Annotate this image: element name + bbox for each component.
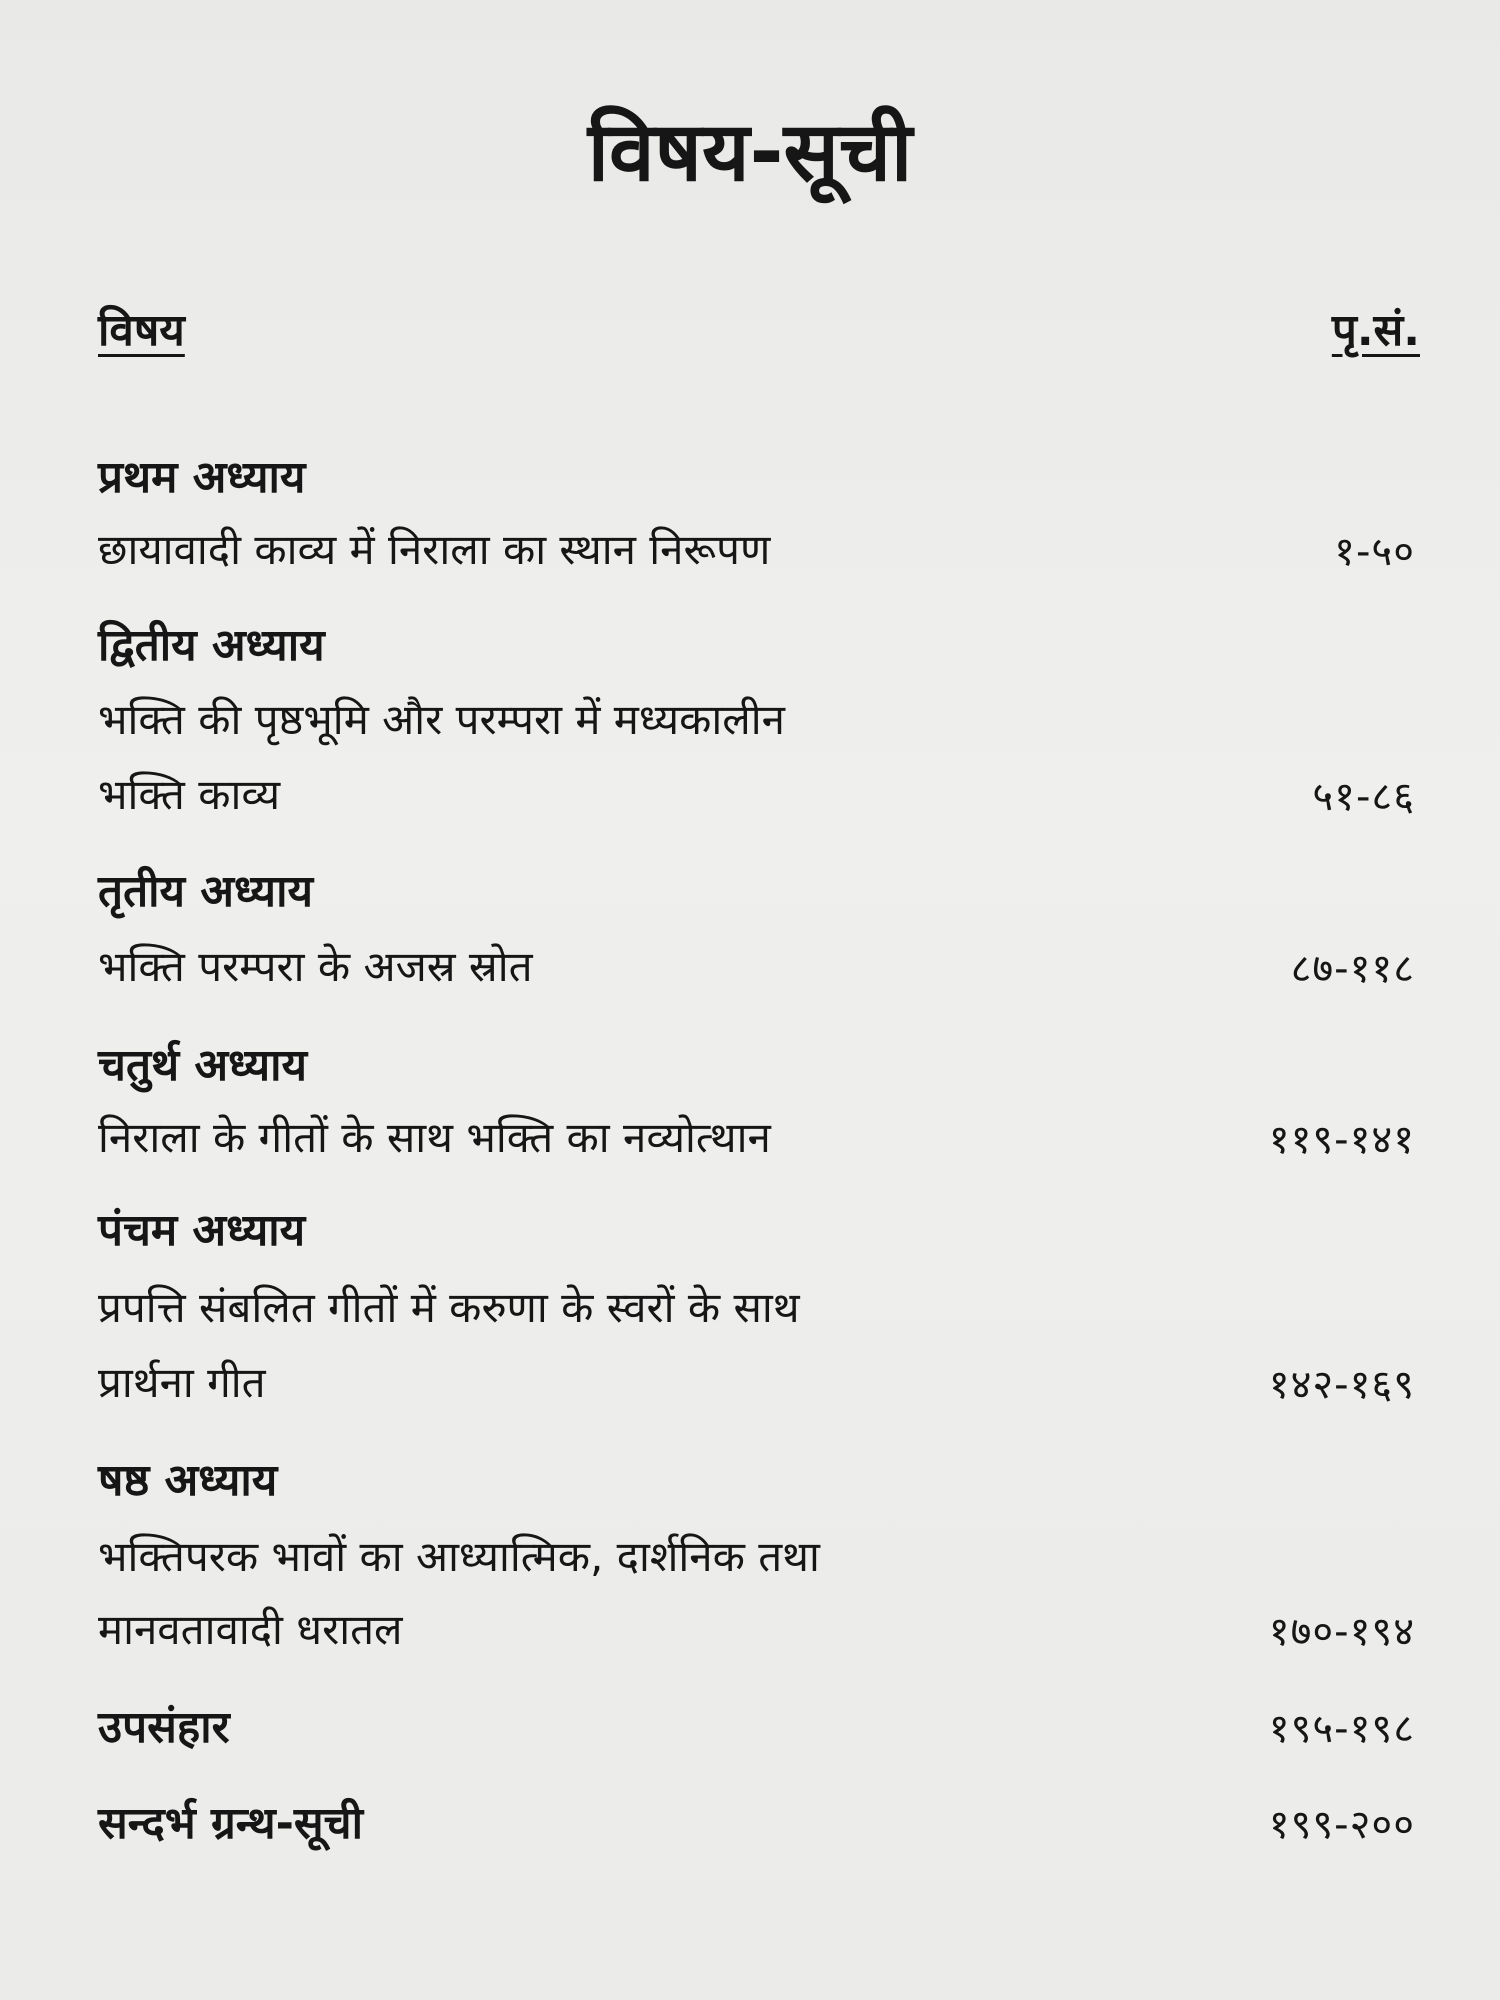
chapter-heading: उपसंहार: [98, 1702, 230, 1753]
subject-column-header: विषय: [98, 305, 185, 356]
page-title: विषय-सूची: [587, 105, 913, 200]
page-range: १७०-१९४: [1268, 1609, 1415, 1655]
chapter-heading: षष्ठ अध्याय: [98, 1455, 278, 1506]
chapter-title-line: भक्ति परम्परा के अजस्र स्रोत: [98, 942, 533, 991]
chapter-heading: चतुर्थ अध्याय: [98, 1040, 308, 1091]
page-range: ११९-१४१: [1268, 1117, 1415, 1163]
chapter-title-line: निराला के गीतों के साथ भक्ति का नव्योत्थान: [98, 1113, 771, 1162]
chapter-title-line: भक्ति की पृष्ठभूमि और परम्परा में मध्यकालीन: [98, 695, 785, 744]
page-range: १९५-१९८: [1268, 1706, 1415, 1752]
page-range: १९९-२००: [1268, 1802, 1415, 1848]
page-column-header: पृ.सं.: [1331, 305, 1420, 356]
chapter-title-line: प्रपत्ति संबलित गीतों में करुणा के स्वरों के साथ: [98, 1283, 800, 1332]
page-range: १४२-१६९: [1268, 1362, 1415, 1408]
chapter-heading: सन्दर्भ ग्रन्थ-सूची: [98, 1798, 363, 1849]
chapter-title-line: छायावादी काव्य में निराला का स्थान निरूपण: [98, 525, 771, 574]
chapter-heading: द्वितीय अध्याय: [98, 620, 325, 671]
page-range: १-५०: [1334, 529, 1415, 575]
chapter-title-line: भक्ति काव्य: [98, 770, 281, 819]
chapter-title-line: भक्तिपरक भावों का आध्यात्मिक, दार्शनिक तथा: [98, 1532, 820, 1581]
page-range: ५१-८६: [1312, 774, 1415, 820]
page-range: ८७-११८: [1290, 946, 1415, 992]
chapter-title-line: मानवतावादी धरातल: [98, 1605, 403, 1654]
chapter-title-line: प्रार्थना गीत: [98, 1358, 266, 1407]
chapter-heading: प्रथम अध्याय: [98, 452, 306, 503]
chapter-heading: पंचम अध्याय: [98, 1205, 306, 1256]
chapter-heading: तृतीय अध्याय: [98, 866, 313, 917]
